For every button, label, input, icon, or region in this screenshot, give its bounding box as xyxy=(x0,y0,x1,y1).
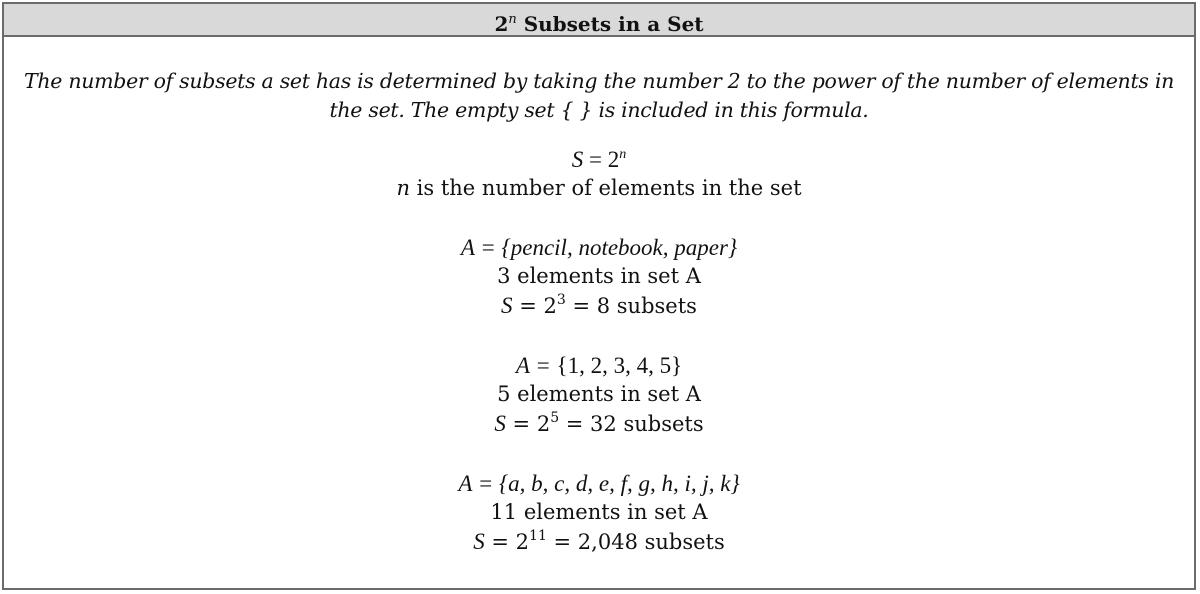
title-base: 2 xyxy=(494,12,509,36)
example-result: $S = 2^5 = 32$ subsets xyxy=(494,410,704,436)
example-set: A = {pencil, notebook, paper} xyxy=(460,235,738,260)
example-result: $S = 2^3 = 8$ subsets xyxy=(501,292,697,318)
general-formula: $S = 2^n$ xyxy=(571,147,627,172)
example-set: A = {a, b, c, d, e, f, g, h, i, j, k} xyxy=(458,471,740,496)
example-set: A = {1, 2, 3, 4, 5} xyxy=(515,353,683,378)
example-count: 3 elements in set A xyxy=(497,264,701,288)
example-2 xyxy=(4,351,1194,439)
example-result: $S = 2^{11} = 2,048$ subsets xyxy=(473,528,725,554)
title-text: Subsets in a Set xyxy=(516,12,704,36)
formula-explanation: n is the number of elements in the set xyxy=(396,176,802,200)
table-body xyxy=(4,67,1194,557)
subsets-table xyxy=(2,2,1196,590)
intro-paragraph: The number of subsets a set has is determined by taking the number 2 to the power of the number of elements in the set. The empty set { } is included in this formula. xyxy=(24,69,1174,122)
example-3 xyxy=(4,469,1194,557)
formula-block xyxy=(4,145,1194,203)
title-exponent: n xyxy=(508,12,517,27)
example-1 xyxy=(4,233,1194,321)
example-count: 5 elements in set A xyxy=(497,382,701,406)
example-count: 11 elements in set A xyxy=(490,500,708,524)
table-header xyxy=(4,4,1194,37)
